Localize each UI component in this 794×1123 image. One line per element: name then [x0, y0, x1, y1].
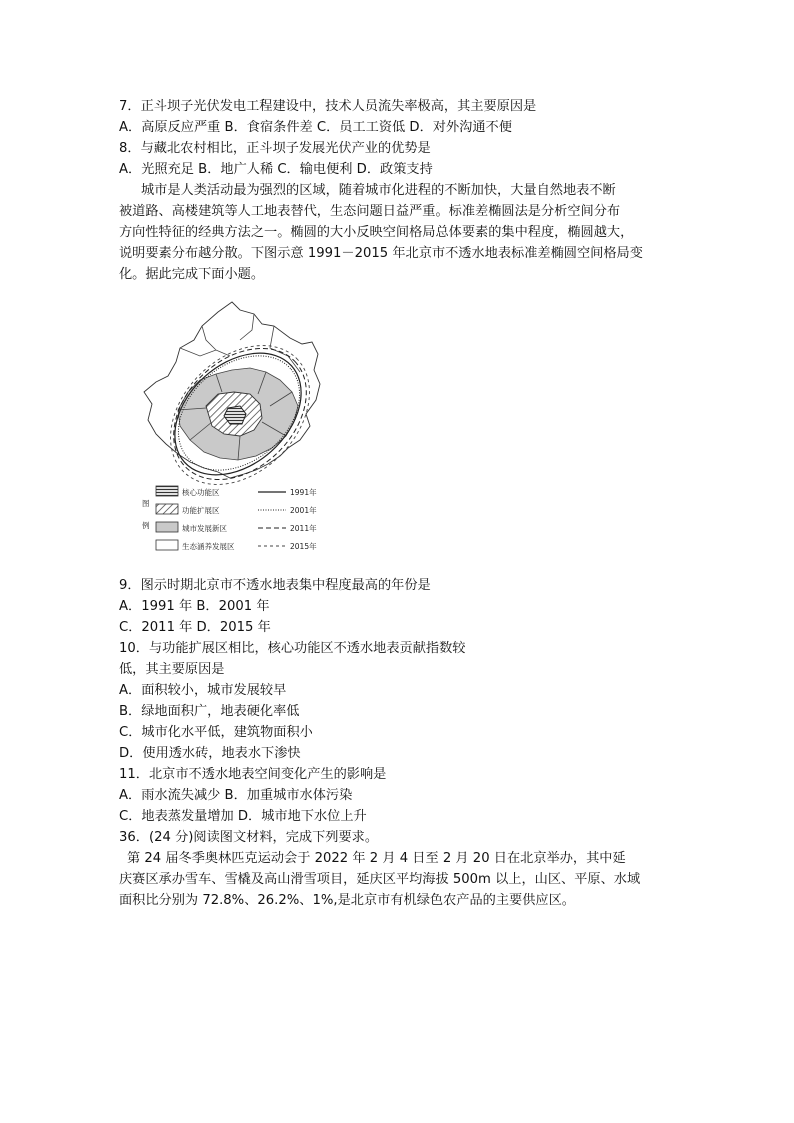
beijing-ellipse-map-figure: [140, 296, 340, 561]
question-7-options: A．高原反应严重 B．食宿条件差 C．员工工资低 D．对外沟通不便: [119, 120, 512, 135]
question-10-stem-2: 低，其主要原因是: [119, 662, 225, 677]
legend-title-1: 图: [142, 499, 150, 508]
passage-line-3: 方向性特征的经典方法之一。椭圆的大小反映空间格局总体要素的集中程度，椭圆越大，: [119, 225, 634, 240]
legend-label-extension: 功能扩展区: [182, 506, 220, 515]
question-11-options-cd: C．地表蒸发量增加 D．城市地下水位上升: [119, 809, 367, 824]
question-9-options-ab: A．1991 年 B．2001 年: [119, 599, 270, 614]
question-36-line-2: 庆赛区承办雪车、雪橇及高山滑雪项目，延庆区平均海拔 500m 以上，山区、平原、水域: [119, 872, 641, 887]
map-legend: [142, 486, 317, 551]
question-7-stem: 7．正斗坝子光伏发电工程建设中，技术人员流失率极高，其主要原因是: [119, 99, 537, 114]
question-36-stem: 36．(24 分)阅读图文材料，完成下列要求。: [119, 830, 379, 845]
question-9-stem: 9．图示时期北京市不透水地表集中程度最高的年份是: [119, 578, 431, 593]
question-36-line-1: 第 24 届冬季奥林匹克运动会于 2022 年 2 月 4 日至 2 月 20 日在北京举办，其中延: [127, 851, 626, 866]
question-36-line-3: 面积比分别为 72.8%、26.2%、1%,是北京市有机绿色农产品的主要供应区。: [119, 893, 575, 908]
legend-year-1991: 1991年: [290, 488, 317, 497]
passage-line-5: 化。据此完成下面小题。: [119, 267, 265, 282]
legend-swatch-core: [156, 486, 178, 496]
question-11-stem: 11．北京市不透水地表空间变化产生的影响是: [119, 767, 387, 782]
beijing-map-svg: [140, 296, 340, 561]
legend-swatch-eco: [156, 540, 178, 550]
legend-swatch-development: [156, 522, 178, 532]
legend-year-2015: 2015年: [290, 542, 317, 551]
legend-label-core: 核心功能区: [182, 488, 220, 497]
question-8-options: A．光照充足 B．地广人稀 C．输电便利 D．政策支持: [119, 162, 433, 177]
passage-line-1: 城市是人类活动最为强烈的区域，随着城市化进程的不断加快，大量自然地表不断: [141, 183, 616, 198]
question-11-options-ab: A．雨水流失减少 B．加重城市水体污染: [119, 788, 353, 803]
legend-year-2011: 2011年: [290, 524, 317, 533]
passage-line-4: 说明要素分布越分散。下图示意 1991－2015 年北京市不透水地表标准差椭圆空间格局变: [119, 246, 643, 261]
passage-line-2: 被道路、高楼建筑等人工地表替代，生态问题日益严重。标准差椭圆法是分析空间分布: [119, 204, 621, 219]
question-10-option-b: B．绿地面积广，地表硬化率低: [119, 704, 300, 719]
legend-year-2001: 2001年: [290, 506, 317, 515]
question-10-option-c: C．城市化水平低，建筑物面积小: [119, 725, 313, 740]
question-9-options-cd: C．2011 年 D．2015 年: [119, 620, 271, 635]
question-10-option-a: A．面积较小，城市发展较早: [119, 683, 287, 698]
legend-label-development: 城市发展新区: [182, 524, 227, 533]
legend-swatch-extension: [156, 504, 178, 514]
question-10-option-d: D．使用透水砖，地表水下渗快: [119, 746, 301, 761]
question-10-stem-1: 10．与功能扩展区相比，核心功能区不透水地表贡献指数较: [119, 641, 466, 656]
question-8-stem: 8．与藏北农村相比，正斗坝子发展光伏产业的优势是: [119, 141, 431, 156]
legend-title-2: 例: [142, 521, 150, 530]
legend-label-eco: 生态涵养发展区: [182, 542, 235, 551]
